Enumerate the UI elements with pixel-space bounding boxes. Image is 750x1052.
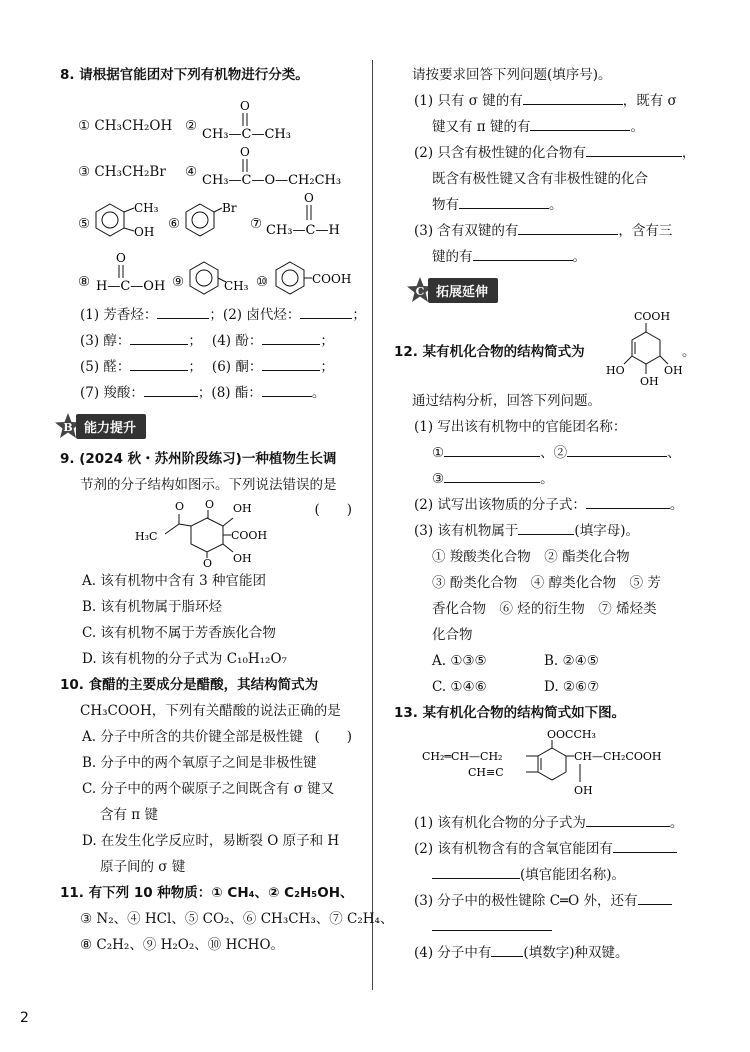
q8-c9-struct (188, 258, 248, 300)
q12-p1: (1) 写出该有机物中的官能团名称： (414, 419, 627, 435)
q8-c6-prefix: ⑥ (168, 216, 181, 232)
q11-part2: (2) 只含有极性键的化合物有 ， (412, 140, 697, 166)
q8-c5-struct (94, 198, 164, 248)
section-c-badge (406, 276, 498, 304)
blank[interactable] (444, 442, 540, 457)
blank[interactable] (262, 356, 320, 371)
blank[interactable] (300, 304, 352, 319)
q8-c3: ③ CH₃CH₂Br (78, 164, 166, 180)
svg-text:OH: OH (233, 502, 252, 515)
ch3-label: CH₃ (134, 201, 159, 215)
q10-stem1: 10. 食醋的主要成分是醋酸，其结构简式为 (60, 677, 319, 693)
q12-p2: (2) 试写出该物质的分子式： 。 (412, 492, 697, 518)
q8-c4-prefix: ④ (185, 164, 198, 180)
blank[interactable] (432, 916, 552, 931)
q8-c10-prefix: ⑩ (256, 274, 269, 290)
c4-chain: CH₃—C—O—CH₂CH₃ (202, 173, 342, 188)
q12-choice-4: 化合物 (432, 627, 473, 643)
q12-stem-end: 。 (682, 344, 696, 360)
q8-row1 (60, 98, 360, 144)
svg-text:HO: HO (606, 364, 625, 377)
q11-part3-cont: 键的有 。 (412, 244, 697, 270)
q9-stem2: 节剂的分子结构如图示。下列说法错误的是 (80, 477, 337, 493)
q11-part1: (1) 只有 σ 键的有 ，既有 σ (412, 88, 697, 114)
q12-p1-answers: ① 、② 、 (412, 440, 697, 466)
q12-options-row2 (412, 674, 697, 700)
c2-chain: CH₃—C—CH₃ (202, 127, 291, 142)
q12-option-d[interactable]: D. ②⑥⑦ (544, 679, 600, 695)
blank[interactable] (567, 442, 667, 457)
left-column (60, 62, 394, 958)
o-label: O (240, 99, 250, 113)
blank[interactable] (586, 494, 670, 509)
svg-text:O: O (175, 500, 185, 513)
blank[interactable] (491, 942, 523, 957)
q9-struct-row (60, 498, 360, 568)
q10-option-a[interactable]: A. 分子中所含的共价键全部是极性键 (82, 729, 303, 745)
q8-row4 (60, 250, 360, 302)
q8-row2 (60, 144, 360, 190)
q13-p3: (3) 分子中的极性键除 C═O 外，还有 (412, 888, 697, 914)
c8-chain: H—C—OH (96, 279, 166, 294)
o-label: O (116, 251, 126, 265)
q10-option-d[interactable]: D. 在发生化学反应时，易断裂 O 原子和 H (82, 833, 340, 849)
q11-part2-cont: 既含有极性键又含有非极性键的化合 (432, 171, 648, 187)
blank[interactable] (586, 812, 670, 827)
blank[interactable] (523, 90, 623, 105)
svg-text:OH: OH (664, 364, 683, 377)
section-title: 能力提升 (76, 414, 146, 439)
blank[interactable] (130, 356, 188, 371)
q8-stem: 8. 请根据官能团对下列有机物进行分类。 (60, 67, 309, 83)
q10-option-c-cont: 含有 π 键 (100, 807, 158, 823)
q11-stem4: 请按要求回答下列问题(填序号)。 (412, 67, 612, 83)
q12-choice-2: ③ 酚类化合物 ④ 醇类化合物 ⑤ 芳 (432, 575, 661, 591)
svg-text:CH≡C: CH≡C (468, 766, 504, 779)
blank[interactable] (262, 330, 320, 345)
column-divider (372, 60, 373, 990)
ch3-label: CH₃ (224, 279, 248, 293)
blank[interactable] (638, 890, 672, 905)
q13-p2-cont: (填官能团名称)。 (412, 862, 697, 888)
q13-p3-cont (412, 914, 697, 940)
svg-text:CH—CH₂COOH: CH—CH₂COOH (574, 750, 662, 763)
q8-answer-row4: (7) 羧酸： ；(8) 酯： 。 (60, 380, 360, 406)
q9-option-a[interactable]: A. 该有机物中含有 3 种官能团 (82, 573, 267, 589)
o-label: O (240, 145, 250, 159)
q9-structure (135, 498, 295, 568)
blank[interactable] (144, 382, 198, 397)
q12-options-row1 (412, 648, 697, 674)
section-b-badge (54, 412, 146, 440)
svg-text:O: O (205, 498, 215, 511)
q8-c7-prefix: ⑦ (250, 216, 263, 232)
blank[interactable] (586, 142, 682, 157)
q12-stem: 12. 某有机化合物的结构简式为 (394, 344, 585, 360)
q13-p2: (2) 该有机物含有的含氧官能团有 (412, 836, 697, 862)
q8-c10-struct (274, 258, 364, 300)
blank[interactable] (262, 382, 312, 397)
section-title: 拓展延伸 (428, 278, 498, 303)
blank[interactable] (444, 468, 540, 483)
o-label: O (304, 191, 314, 205)
section-letter: C (415, 285, 425, 298)
svg-text:COOH: COOH (231, 529, 268, 542)
q12-choice-1: ① 羧酸类化合物 ② 酯类化合物 (432, 549, 630, 565)
answer-paren[interactable]: ( ) (314, 729, 352, 745)
blank[interactable] (613, 838, 677, 853)
q8-answer-row1: (1) 芳香烃： ；(2) 卤代烃： ； (60, 302, 360, 328)
q8-c9-prefix: ⑨ (172, 274, 185, 290)
q8-answer-row2: (3) 醇： ； (4) 酚： ； (60, 328, 360, 354)
right-column (394, 62, 697, 966)
blank[interactable] (473, 246, 573, 261)
svg-text:O: O (203, 557, 213, 568)
blank[interactable] (459, 194, 549, 209)
cooh-label: COOH (312, 272, 352, 286)
q12-p3: (3) 该有机物属于 (填字母)。 (412, 518, 697, 544)
svg-text:OH: OH (640, 375, 659, 388)
blank[interactable] (518, 220, 618, 235)
q10-option-d-cont: 原子间的 σ 键 (100, 859, 186, 875)
svg-text:OOCCH₃: OOCCH₃ (547, 728, 596, 741)
q10-stem2: CH₃COOH，下列有关醋酸的说法正确的是 (80, 703, 341, 719)
q12-stem-row (394, 310, 697, 388)
q13-p4: (4) 分子中有 (填数字)种双键。 (412, 940, 697, 966)
answer-paren[interactable]: ( ) (314, 502, 352, 518)
q11-part3: (3) 含有双键的有 ，含有三 (412, 218, 697, 244)
q8-row3 (60, 190, 360, 250)
q9-stem1: 9. (2024 秋・苏州阶段练习)一种植物生长调 (60, 451, 337, 467)
blank[interactable] (518, 520, 574, 535)
q9-option-c[interactable]: C. 该有机物不属于芳香族化合物 (82, 625, 276, 641)
q13-p1: (1) 该有机化合物的分子式为 。 (412, 810, 697, 836)
q12-option-b[interactable]: B. ②④⑤ (544, 653, 599, 669)
q9-option-b[interactable]: B. 该有机物属于脂环烃 (82, 599, 223, 615)
blank[interactable] (157, 304, 209, 319)
q12-p1-answers2: ③ 。 (412, 466, 697, 492)
svg-text:OH: OH (574, 784, 593, 797)
q11-stem1: 11. 有下列 10 种物质：① CH₄、② C₂H₅OH、 (60, 885, 354, 901)
q11-part1-cont: 键又有 π 键的有 。 (412, 114, 697, 140)
svg-text:CH₂═CH—CH₂: CH₂═CH—CH₂ (422, 750, 503, 763)
svg-text:COOH: COOH (634, 310, 671, 323)
q8-c1: ① CH₃CH₂OH (78, 118, 173, 134)
q13-structure (422, 726, 692, 810)
blank[interactable] (432, 864, 520, 879)
q8-c2-struct (202, 98, 302, 142)
page-number: 2 (20, 1010, 29, 1026)
q12-lead: 通过结构分析，回答下列问题。 (412, 393, 601, 409)
q12-option-c[interactable]: C. ①④⑥ (432, 679, 487, 695)
q10-option-c[interactable]: C. 分子中的两个碳原子之间既含有 σ 键又 (82, 781, 335, 797)
q8-c7-struct (266, 190, 356, 248)
q8-answer-row3: (5) 醛： ； (6) 酮： ； (60, 354, 360, 380)
q8-c8-struct (96, 250, 176, 300)
q8-c4-struct (202, 144, 362, 188)
q11-stem3: ⑧ C₂H₂、⑨ H₂O₂、⑩ HCHO。 (80, 937, 285, 953)
svg-text:OH: OH (233, 552, 252, 565)
svg-text:H₃C: H₃C (135, 530, 158, 543)
q13-struct-row (412, 726, 697, 810)
q8-c8-prefix: ⑧ (78, 274, 91, 290)
br-label: Br (222, 201, 237, 215)
blank[interactable] (130, 330, 188, 345)
blank[interactable] (530, 116, 630, 131)
q8-c2-prefix: ② (185, 118, 198, 134)
q9-option-d[interactable]: D. 该有机物的分子式为 C₁₀H₁₂O₇ (82, 651, 287, 667)
q11-part2-cont2: 物有 。 (412, 192, 697, 218)
q8-c5-prefix: ⑤ (78, 216, 91, 232)
oh-label: OH (134, 225, 155, 239)
q10-option-b[interactable]: B. 分子中的两个氧原子之间是非极性键 (82, 755, 317, 771)
section-letter: B (63, 421, 73, 434)
q11-stem2: ③ N₂、④ HCl、⑤ CO₂、⑥ CH₃CH₃、⑦ C₂H₄、 (80, 911, 394, 927)
q12-choice-3: 香化合物 ⑥ 烃的衍生物 ⑦ 烯烃类 (432, 601, 657, 617)
q12-option-a[interactable]: A. ①③⑤ (432, 653, 487, 669)
q13-stem: 13. 某有机化合物的结构简式如下图。 (394, 705, 626, 721)
q8-c6-struct (184, 198, 244, 248)
c7-chain: CH₃—C—H (266, 223, 340, 238)
